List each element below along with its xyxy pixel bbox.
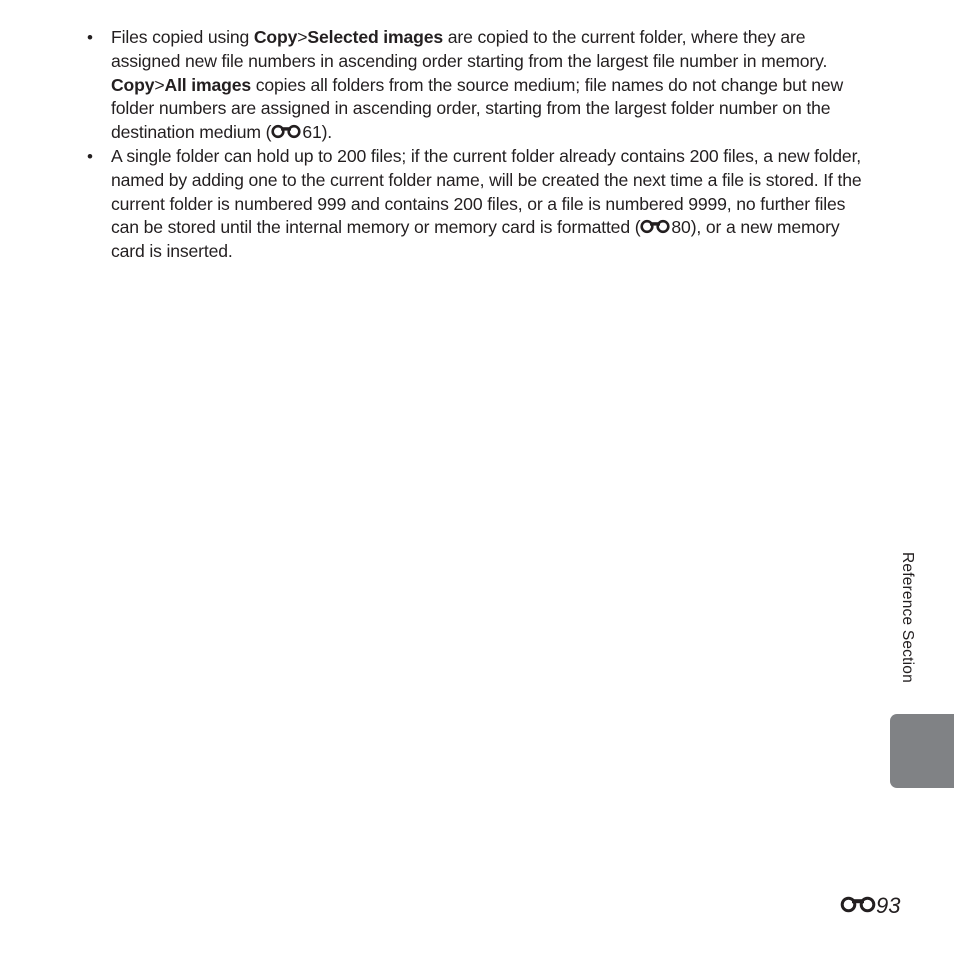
menu-name: Copy — [111, 74, 155, 95]
reference-section-icon — [271, 124, 301, 139]
bullet-dot: • — [87, 28, 93, 47]
page-number-value: 93 — [876, 893, 901, 918]
text-span: ). — [321, 122, 333, 143]
menu-name: Copy — [253, 27, 298, 47]
text-span: copies all folders from the source medium; file names do not change but new folder numbers are assigned in ascending order, starting from the largest folder number on the destination medium ( — [111, 74, 844, 143]
list-item — [84, 145, 874, 264]
section-side-label: Reference Section — [899, 552, 916, 683]
reference-section-icon — [840, 895, 876, 913]
text-span: Files copied using — [111, 27, 254, 47]
reference-page: 61 — [302, 122, 322, 143]
bullet-dot: • — [87, 146, 93, 166]
bullet-list — [84, 26, 874, 264]
page-number — [840, 893, 900, 919]
reference-page: 80 — [671, 217, 691, 238]
section-tab — [890, 714, 954, 788]
text-span: A single folder can hold up to 200 files; if the current folder already contains 200 files, a new folder, named by adding one to the current folder name, will be created the next time a file is stored. If the current folder is numbered 999 and contains 200 files, or a file is numbered 9999, no further files can be stored until the internal memory or memory card is formatted ( — [111, 145, 862, 238]
menu-option: Selected images — [307, 27, 444, 47]
menu-separator: > — [154, 74, 165, 95]
menu-separator: > — [297, 27, 308, 47]
list-item — [84, 26, 874, 145]
reference-section-icon — [640, 219, 670, 234]
menu-option: All images — [164, 74, 252, 95]
text-span: are copied to the current folder, where they are assigned new file numbers in ascending order starting from the largest file number in memory. — [111, 27, 828, 71]
text-span: ), or a new memory card is inserted. — [111, 217, 840, 262]
